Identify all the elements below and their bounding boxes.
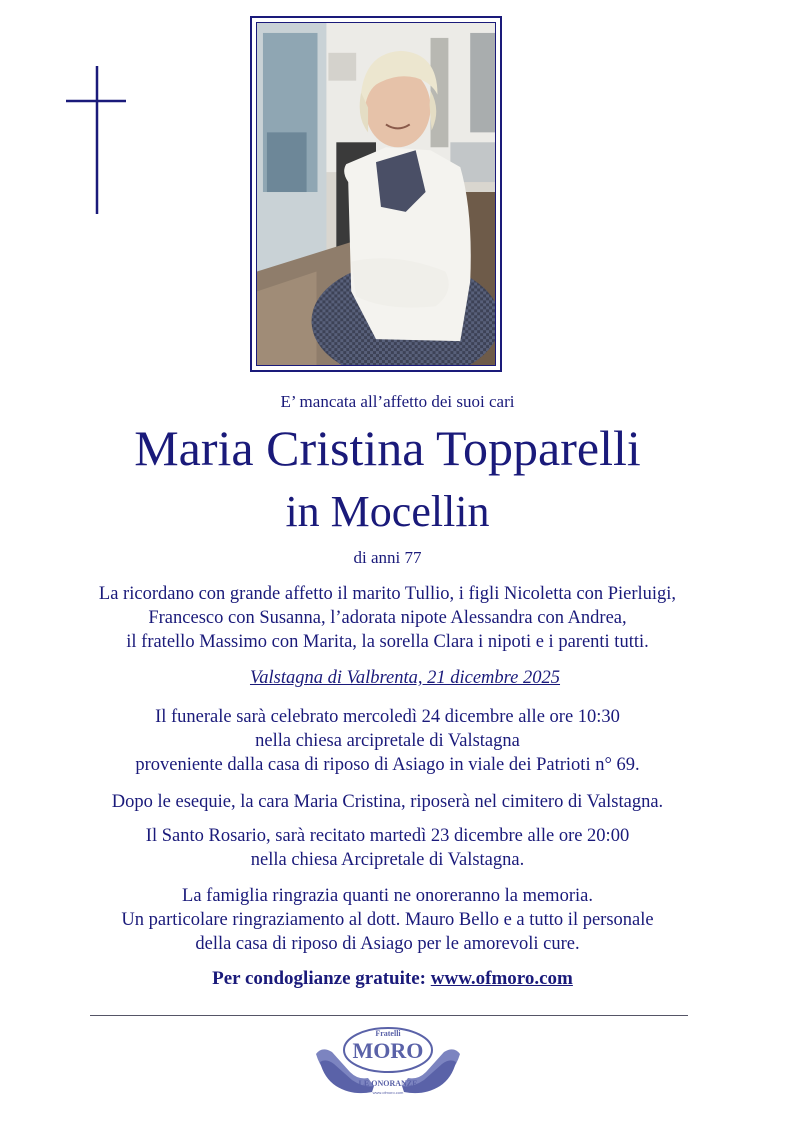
funeral-paragraph <box>0 705 775 777</box>
divider <box>90 1015 688 1016</box>
married-name: in Mocellin <box>285 487 490 536</box>
place-date: Valstagna di Valbrenta, 21 dicembre 2025 <box>249 668 561 688</box>
deceased-name: Maria Cristina Topparelli <box>134 420 641 476</box>
funeral-line: Il funerale sarà celebrato mercoledì 24 dicembre alle ore 10:30 <box>155 707 620 727</box>
condolences-label: Per condoglianze gratuite: <box>212 968 426 989</box>
portrait-photo <box>256 22 496 366</box>
portrait-photo-frame <box>250 16 502 372</box>
family-paragraph <box>0 582 775 654</box>
funeral-line: proveniente dalla casa di riposo di Asiago in viale dei Patrioti n° 69. <box>135 755 640 775</box>
thanks-line: della casa di riposo di Asiago per le amorevoli cure. <box>195 934 580 954</box>
burial-paragraph <box>0 790 775 814</box>
funeral-line: nella chiesa arcipretale di Valstagna <box>255 731 520 751</box>
family-line: Francesco con Susanna, l’adorata nipote Alessandra con Andrea, <box>148 608 627 628</box>
rosary-paragraph <box>0 824 775 872</box>
thanks-line: Un particolare ringraziamento al dott. Mauro Bello e a tutto il personale <box>121 910 654 930</box>
logo-top-text: Fratelli <box>375 1029 401 1038</box>
intro-text: E’ mancata all’affetto dei suoi cari <box>280 392 515 411</box>
logo-bottom-text: LE ONORANZE <box>358 1079 418 1088</box>
thanks-line: La famiglia ringrazia quanti ne onoreranno la memoria. <box>182 886 593 906</box>
burial-line: Dopo le esequie, la cara Maria Cristina, riposerà nel cimitero di Valstagna. <box>111 792 664 812</box>
rosary-line: Il Santo Rosario, sarà recitato martedì 23 dicembre alle ore 20:00 <box>145 826 630 846</box>
condolences-line <box>0 968 785 990</box>
thanks-paragraph <box>0 884 775 956</box>
family-line: il fratello Massimo con Marita, la sorella Clara i nipoti e i parenti tutti. <box>126 632 649 652</box>
age-text: di anni 77 <box>353 548 422 567</box>
rosary-line: nella chiesa Arcipretale di Valstagna. <box>250 850 525 870</box>
logo-main-text: MORO <box>352 1038 424 1063</box>
family-line: La ricordano con grande affetto il marito Tullio, i figli Nicoletta con Pierluigi, <box>98 584 677 604</box>
cross-icon <box>66 66 126 216</box>
hands-logo-icon <box>312 1024 464 1106</box>
logo-small-text: www.ofmoro.com <box>372 1090 404 1095</box>
condolences-link[interactable]: www.ofmoro.com <box>430 968 573 989</box>
